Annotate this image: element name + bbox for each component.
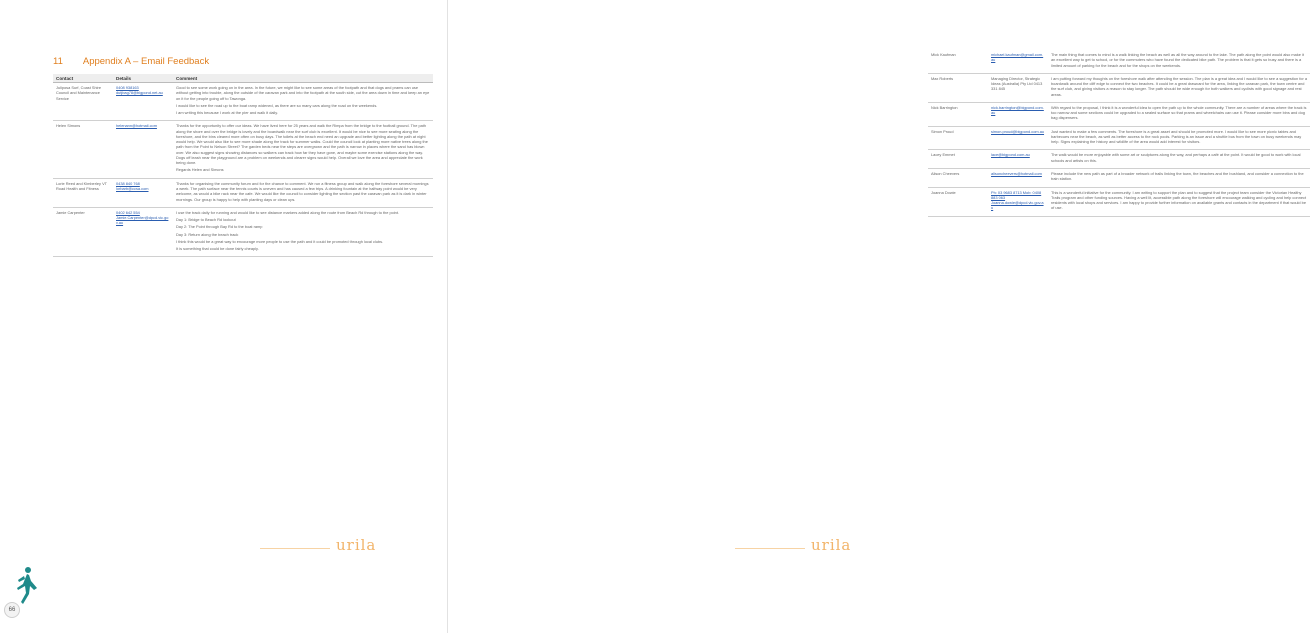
col-header-comment: Comment: [173, 74, 433, 83]
page-number: 66: [4, 602, 20, 618]
comment-paragraph: With regard to the proposal, I think it is a wonderful idea to open the path up to the whole community. There are a number of areas where the track is too narrow and some sections could be upgraded to a sealed surface so that prams and wheelchairs can use it. Please consider more bins and dog bag dispensers.: [1051, 104, 1307, 121]
comment-cell: [173, 83, 433, 121]
section-title: Appendix A – Email Feedback: [82, 56, 210, 67]
contact-details[interactable]: michael.kaufman@gmail.com.au: [991, 52, 1044, 63]
comment-paragraph: This is a wonderful initiative for the community. I am writing to support the plan and to suggest that the project team consider the Victorian Healthy Trails program and other funding sources. Having a well lit, accessible path along the foreshore will encourage walking and cycling and help connect residents with local shops and services. I am happy to provide further information on available grants and contacts in the department if that would be of use.: [1051, 189, 1307, 211]
brand-logo-right: [811, 536, 851, 554]
comment-cell: [173, 121, 433, 178]
comment-paragraph: I would like to see the road up to the boat ramp widened, as there are so many cars along the road on the weekends.: [176, 102, 378, 108]
comment-paragraph: I think this would be a great way to encourage more people to use the path and it could be promoted through local clubs.: [176, 238, 384, 244]
contact-details[interactable]: alisoncheevers@hotmail.com: [991, 170, 1042, 176]
comment-paragraph: I am putting forward my thoughts on the foreshore walk after attending the session. The plan is a great idea and I would like to see a suggestion for a boardwalk around the cliff edge to connect the two beaches. It could be a great drawcard for the area, linking the caravan park, the town centre and the surf club, and giving visitors a reason to stay longer. The path should be wide enough for both walkers and cyclists with good signage and rest areas.: [1051, 75, 1307, 97]
contact-cell: Mick Kaufman: [928, 50, 988, 73]
contact-details[interactable]: nick.barrington@bigpond.com.au: [991, 104, 1044, 116]
contact-details[interactable]: lace@bigpond.com.au: [991, 152, 1030, 158]
comment-cell: [1048, 150, 1310, 169]
contact-cell: Max Roberts: [928, 73, 988, 102]
comment-cell: [173, 178, 433, 207]
comment-cell: [1048, 168, 1310, 187]
contact-details[interactable]: 0402 642 554 Jamie.Carpenter@dpcd.vic.gov.au: [116, 209, 169, 226]
comment-paragraph: I am writing this because I work at the pier and walk it daily.: [176, 110, 278, 116]
details-cell: [113, 178, 173, 207]
comment-paragraph: Regards Helen and Simons: [176, 167, 224, 173]
table-row: [53, 121, 433, 178]
section-number: 11: [53, 56, 63, 67]
details-cell: [988, 187, 1048, 216]
details-cell: [988, 73, 1048, 102]
contact-cell: Lorie Reed and Kimberley VT Road Health and Fitness: [53, 178, 113, 207]
comment-cell: [1048, 187, 1310, 216]
contact-cell: Alison Cheevers: [928, 168, 988, 187]
comment-cell: [1048, 73, 1310, 102]
comment-paragraph: Day 1: Bridge to Beach Rd lookout: [176, 217, 236, 223]
details-cell: [988, 150, 1048, 169]
table-row: [53, 178, 433, 207]
brand-rule-right: [735, 548, 805, 549]
comment-paragraph: Please include the new path as part of a broader network of trails linking the town, the beaches and the bushland, and consider a connection to the train station.: [1051, 170, 1304, 182]
comment-paragraph: Day 2: The Point through Bay Rd to the boat ramp: [176, 224, 263, 230]
col-header-details: Details: [113, 74, 173, 83]
table-header-row: [53, 74, 433, 83]
comment-paragraph: I use the track daily for running and would like to see distance markers added along the route from Beach Rd through to the point.: [176, 209, 399, 215]
table-row: [928, 102, 1310, 126]
table-row: [928, 187, 1310, 216]
left-page: [0, 0, 447, 633]
comment-paragraph: Good to see some work going on in the area. In the future, we might like to see some areas of the footpath and that dogs and prams can use without getting into trouble, along the outside of the caravan park and into the footpath at the south side, cut the area down in time and keep an eye on it for the people going off to Tawonga.: [176, 85, 430, 101]
contact-details[interactable]: helenann@hotmail.com: [116, 123, 157, 129]
contact-details: Managing Director, Strategic Ideas (Australia) Pty Ltd 0413 331 845: [991, 75, 1043, 92]
details-cell: [113, 207, 173, 257]
comment-paragraph: The walk would be more enjoyable with some art or sculptures along the way, and perhaps a café at the point. It would be good to work with local schools and artists on this.: [1051, 152, 1301, 163]
contact-details[interactable]: 0408 938163 dutjbag78@bigpond.net.au: [116, 85, 163, 96]
comment-cell: [1048, 126, 1310, 150]
col-header-contact: Contact: [53, 74, 113, 83]
brand-rule: [260, 548, 330, 549]
right-page: [448, 0, 1307, 633]
contact-cell: Lacey Emmet: [928, 150, 988, 169]
contact-details[interactable]: 0438 840 768 lorbarb@ccsa.com: [116, 180, 149, 191]
comment-paragraph: The main thing that comes to mind is a walk linking the beach as well as all the way around to the lake. The path along the point would also make it an excellent way to get to school, or for the commuters who have found the dedicated bike path. The problem is that it gets so busy and there is a limited amount of parking for the beach and for the shops on the weekends.: [1051, 52, 1304, 68]
brand-logo: [336, 536, 376, 554]
contact-cell: Juliposa Surf, Coast Shire Council and Maintenance Service: [53, 83, 113, 121]
comment-cell: [1048, 50, 1310, 73]
comment-paragraph: It is something that could be done fairly cheaply.: [176, 246, 259, 252]
table-row: [928, 73, 1310, 102]
comment-paragraph: Day 3: Return along the beach track: [176, 231, 239, 237]
details-cell: [113, 121, 173, 178]
contact-cell: Nick Barrington: [928, 102, 988, 126]
comment-paragraph: Thanks for organising the community forum and for the chance to comment. We run a fitness group and walk along the foreshore several mornings a week. The path surface near the tennis courts is uneven and has caused a few trips. A drinking fountain at the halfway point would be very welcome, as would a bike rack near the cafe. We would like the council to consider lighting the section past the caravan park as it is dark in winter mornings. Our group is happy to help with planting days or clean ups.: [176, 180, 429, 202]
contact-cell: Simon Proud: [928, 126, 988, 150]
details-cell: [988, 50, 1048, 73]
comment-cell: [1048, 102, 1310, 126]
details-cell: [988, 126, 1048, 150]
brand-name: urila: [336, 536, 377, 554]
contact-cell: Jamie Carpenter: [53, 207, 113, 257]
feedback-table-left: [53, 74, 433, 257]
comment-paragraph: Just wanted to make a few comments. The foreshore is a great asset and should be promoted more. I would like to see more picnic tables and barbecues near the beach, as well as better access to the rock pools. Parking is an issue and a shuttle bus from the town on busy weekends may help. Signs explaining the history and wildlife of the area would add interest for visitors.: [1051, 128, 1302, 145]
table-row: [53, 207, 433, 257]
table-row: [53, 83, 433, 121]
details-cell: [113, 83, 173, 121]
section-heading: [53, 56, 209, 67]
contact-details[interactable]: simon.proud@bigpond.com.au: [991, 128, 1045, 134]
brand-name-right: urila: [811, 536, 852, 554]
details-cell: [988, 168, 1048, 187]
table-row: [928, 50, 1310, 73]
contact-details[interactable]: Ph: 03 9683 8713 Mob: 0408 883 063 Joanna.dowie@dpcd.vic.gov.au: [991, 189, 1044, 211]
feedback-table-right: [928, 50, 1310, 217]
table-row: [928, 150, 1310, 169]
contact-cell: Helen Simons: [53, 121, 113, 178]
details-cell: [988, 102, 1048, 126]
comment-cell: [173, 207, 433, 257]
comment-paragraph: Thanks for the opportunity to offer our ideas. We have lived here for 25 years and walk the Rimpa from the bridge to the football ground. The path along the shore and over the bridge is lovely and the boardwalk near the surf club is excellent. It would be nice to see more seating along the foreshore, and the bins cleared more often on busy days. The toilets at the beach end need an upgrade and better lighting along the path at night would help. We would also like to see more shade along the track for summer walks. Could the council look at planting more native trees along the path from the Point to Nelson Street? The garden beds near the steps are overgrown and the path is narrow in places where the sand has blown over. We also suggest signs showing distances so walkers can track how far they have gone, and maybe some exercise stations along the way. Dogs off leash near the playground are a problem on weekends and clearer signs would help. Overall we love the area and appreciate the work being done.: [176, 123, 428, 166]
table-row: [928, 168, 1310, 187]
runner-icon: [13, 566, 39, 606]
contact-cell: Joanna Dowie: [928, 187, 988, 216]
table-row: [928, 126, 1310, 150]
